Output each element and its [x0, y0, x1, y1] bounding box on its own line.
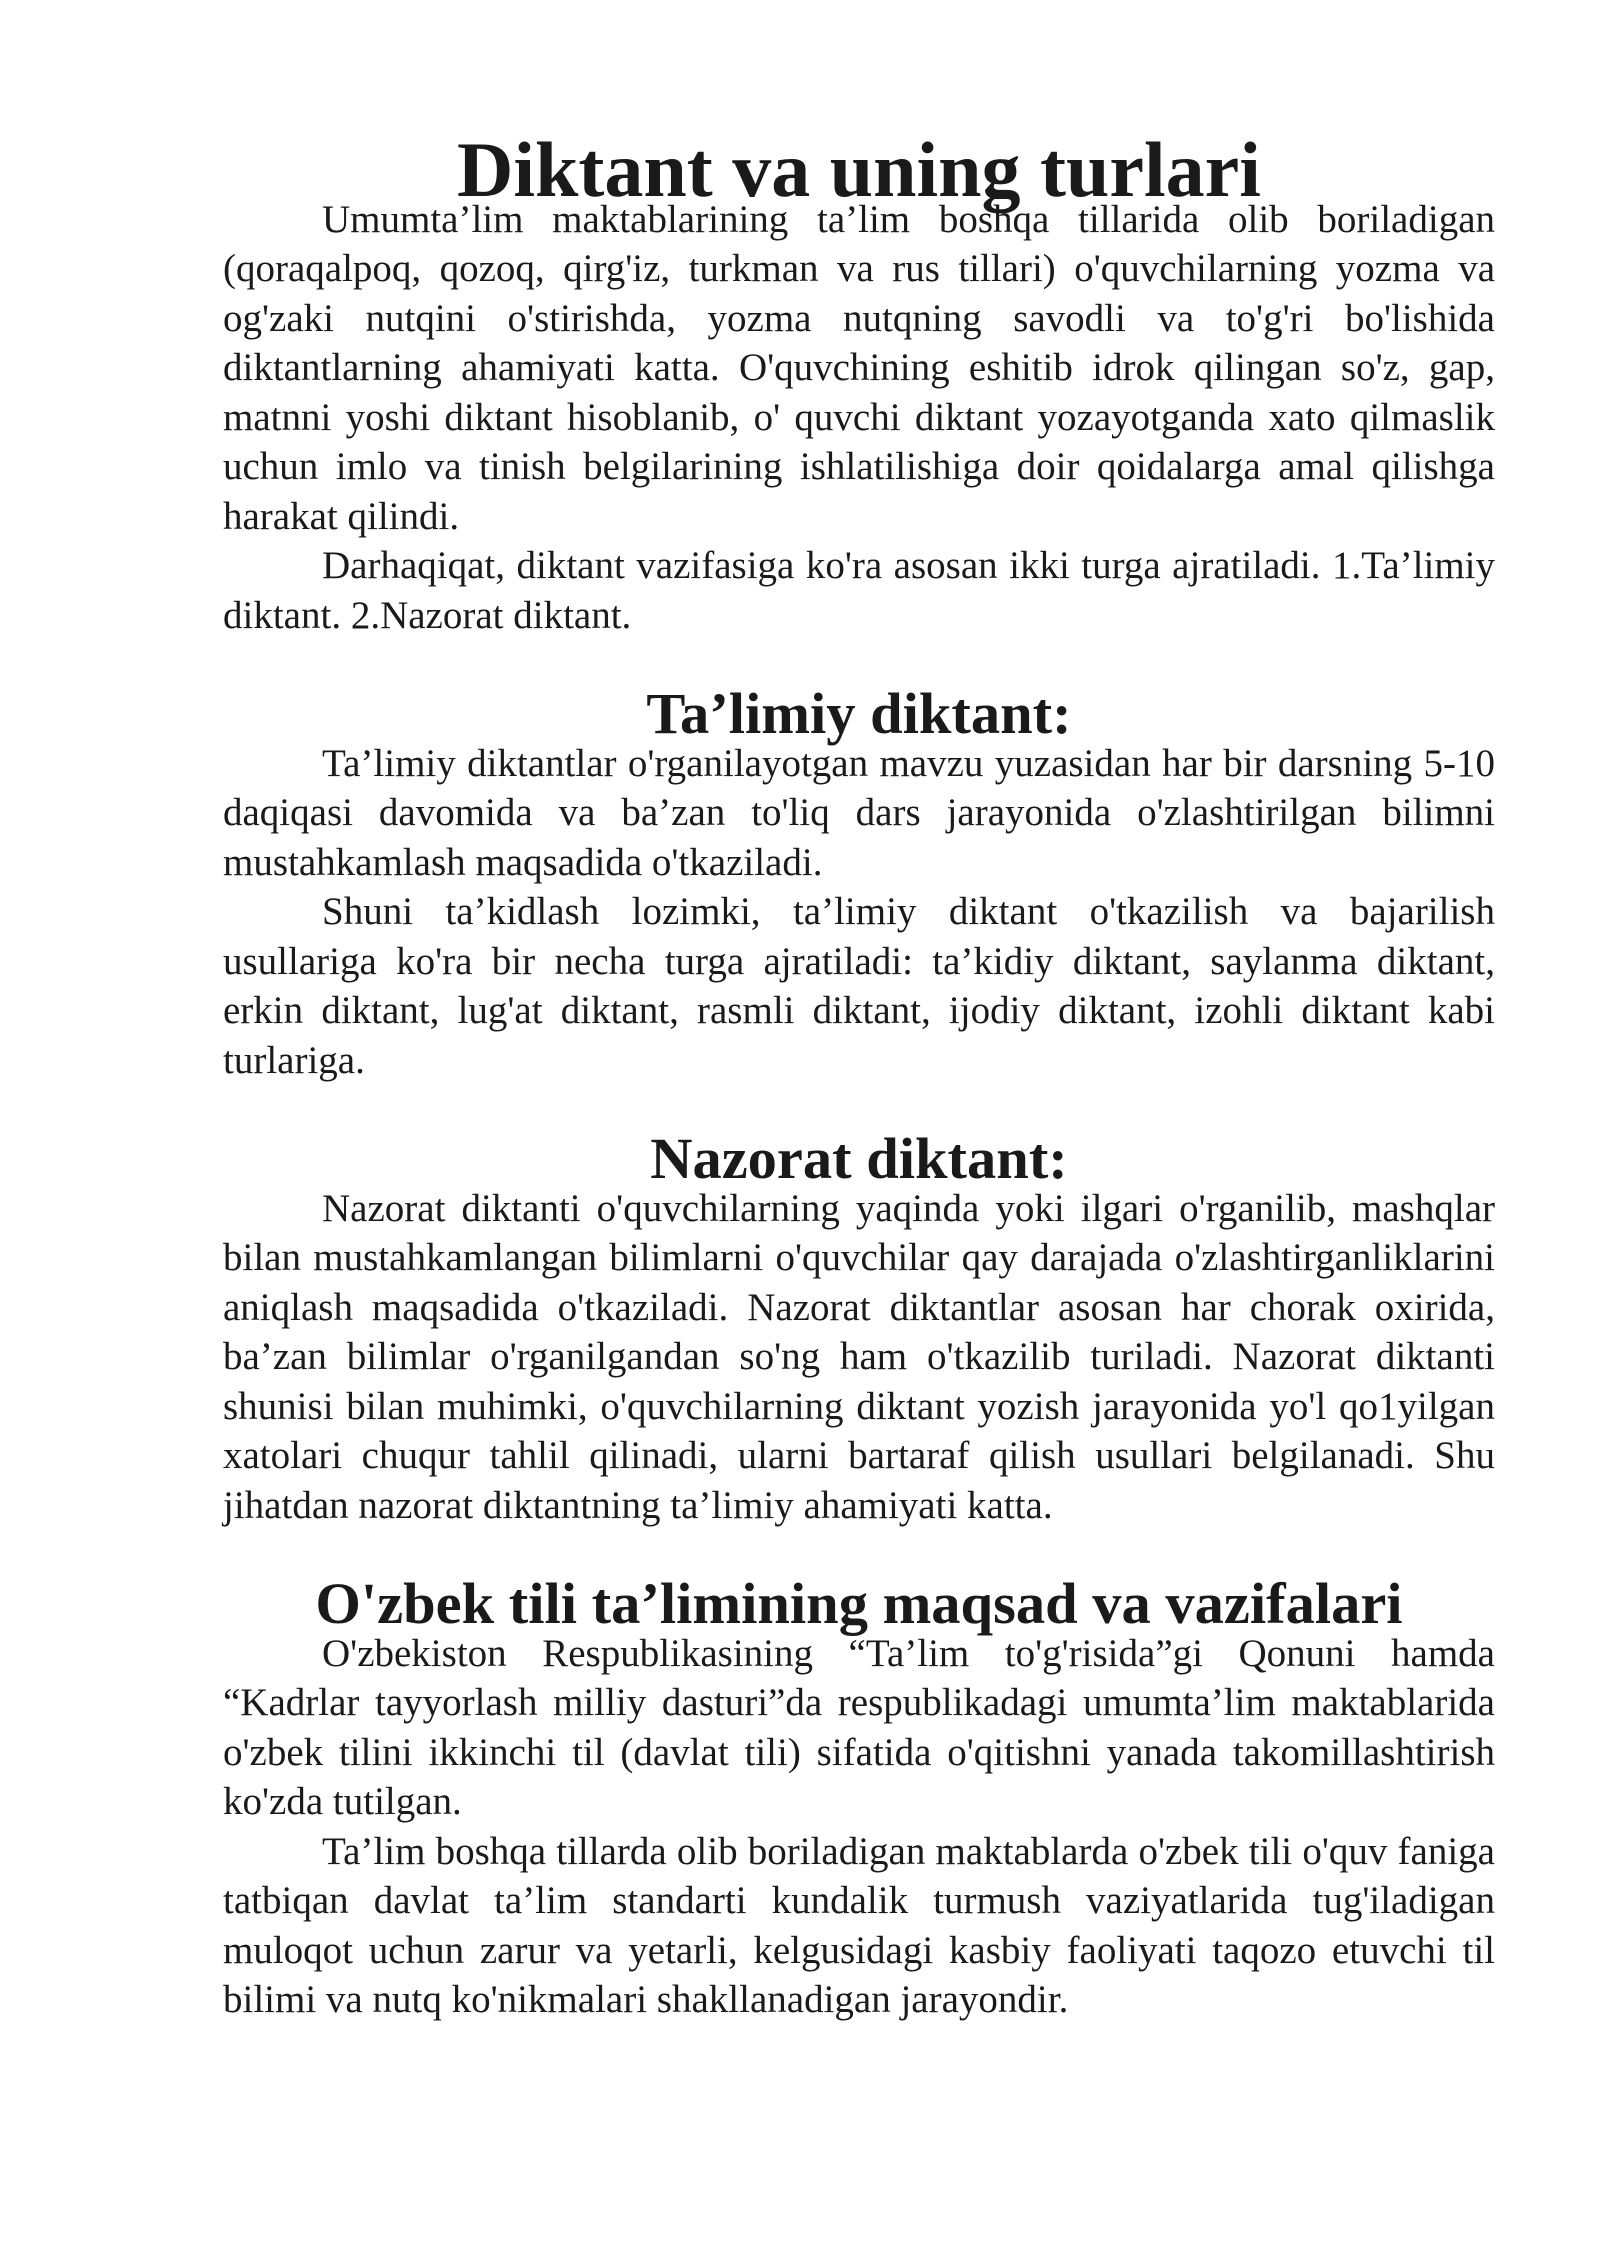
paragraph: Ta’limiy diktantlar o'rganilayotgan mavzu yuzasidan har bir darsning 5-10 daqiqasi davomida va ba’zan to'liq dars jarayonida o'zlashtirilgan bilimni mustahkamlash maqsadida o'tkaziladi. [223, 741, 1495, 884]
section-title-uzbek-language-goals: O'zbek tili ta’limining maqsad va vazifalari [315, 1571, 1403, 1636]
paragraph: Darhaqiqat, diktant vazifasiga ko'ra asosan ikki turga ajratiladi. 1.Ta’limiy diktant. 2.Nazorat diktant. [223, 544, 1495, 637]
section-title-control-dictation: Nazorat diktant: [650, 1126, 1068, 1191]
paragraph: O'zbekiston Respublikasining “Ta’lim to'g'risida”gi Qonuni hamda “Kadrlar tayyorlash milliy dasturi”da respublikadagi umumta’lim maktablarida o'zbek tilini ikkinchi til (davlat tili) sifatida o'qitishni yanada takomillashtirish ko'zda tutilgan. [223, 1631, 1495, 1823]
paragraph: Umumta’lim maktablarining ta’lim boshqa tillarida olib boriladigan (qoraqalpoq, qozoq, qirg'iz, turkman va rus tillari) o'quvchilarning yozma va og'zaki nutqini o'stirishda, yozma nutqning savodli va to'g'ri bo'lishida diktantlarning ahamiyati katta. O'quvchining eshitib idrok qilingan so'z, gap, matnni yoshi diktant hisoblanib, o' quvchi diktant yozayotganda xato qilmaslik uchun imlo va tinish belgilarining ishlatilishiga doir qoidalarga amal qilishga harakat qilindi. [223, 197, 1495, 538]
section-title-dictation-types: Diktant va uning turlari [457, 126, 1261, 213]
paragraph: Nazorat diktanti o'quvchilarning yaqinda yoki ilgari o'rganilib, mashqlar bilan mustahkamlangan bilimlarni o'quvchilar qay darajada o'zlashtirganliklarini aniqlash maqsadida o'tkaziladi. Nazorat diktantlar asosan har chorak oxirida, ba’zan bilimlar o'rganilgandan so'ng ham o'tkazilib turiladi. Nazorat diktanti shunisi bilan muhimki, o'quvchilarning diktant yozish jarayonida yo'l qo1yilgan xatolari chuqur tahlil qilinadi, ularni bartaraf qilish usullari belgilanadi. Shu jihatdan nazorat diktantning ta’limiy ahamiyati katta. [223, 1186, 1495, 1527]
paragraph: Shuni ta’kidlash lozimki, ta’limiy diktant o'tkazilish va bajarilish usullariga ko'ra bir necha turga ajratiladi: ta’kidiy diktant, saylanma diktant, erkin diktant, lug'at diktant, rasmli diktant, ijodiy diktant, izohli diktant kabi turlariga. [223, 890, 1495, 1082]
document-page [223, 126, 1495, 2025]
section-title-educational-dictation: Ta’limiy diktant: [646, 681, 1072, 746]
paragraph: Ta’lim boshqa tillarda olib boriladigan maktablarda o'zbek tili o'quv faniga tatbiqan davlat ta’lim standarti kundalik turmush vaziyatlarida tug'iladigan muloqot uchun zarur va yetarli, kelgusidagi kasbiy faoliyati taqozo etuvchi til bilimi va nutq ko'nikmalari shakllanadigan jarayondir. [223, 1829, 1495, 2021]
